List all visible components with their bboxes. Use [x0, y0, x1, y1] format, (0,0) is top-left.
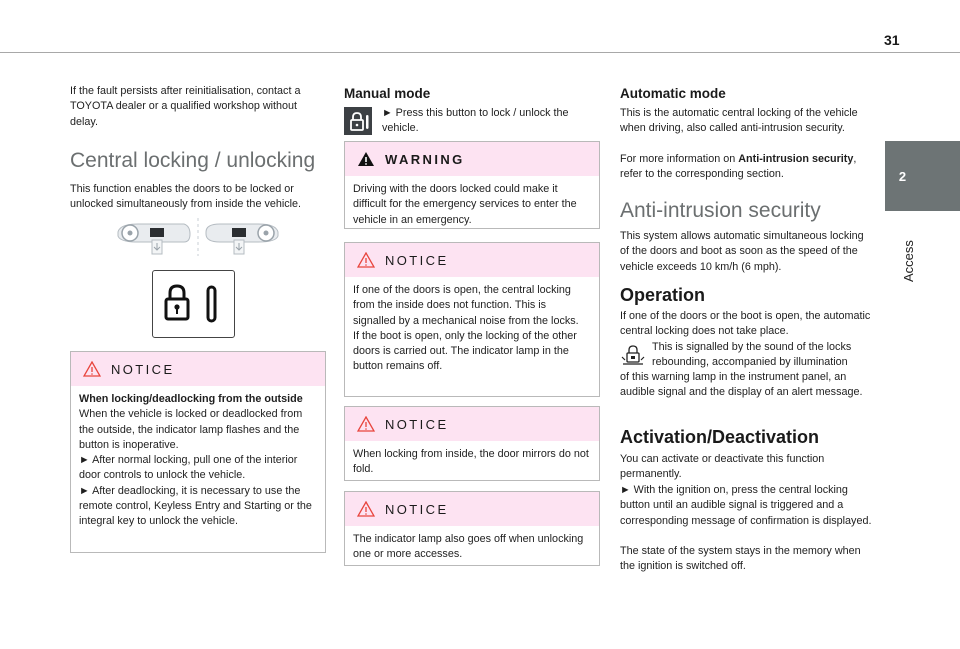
- operation-paragraph-2c: of this warning lamp in the instrument panel, an audible signal and the display of an alert message.: [620, 371, 863, 399]
- operation-paragraph-2b: rebounding, accompanied by illumination: [652, 356, 848, 368]
- lock-small-icon: [344, 107, 372, 135]
- notice-label-3: NOTICE: [385, 416, 449, 432]
- chapter-label: [901, 222, 915, 282]
- automatic-reference-pre: For more information on: [620, 153, 739, 165]
- notice-box-3: [344, 406, 600, 481]
- manual-mode-title: Manual mode: [344, 86, 431, 101]
- warning-triangle-icon: [357, 252, 375, 268]
- warning-triangle-icon: [357, 501, 375, 517]
- page-number: 31: [884, 32, 900, 48]
- notice-header-3: [345, 407, 599, 441]
- automatic-reference: [620, 152, 872, 183]
- section-description: This function enables the doors to be locked or unlocked simultaneously from inside the vehicle.: [70, 183, 302, 211]
- chapter-label-text: Access: [901, 240, 916, 282]
- dashboard-lock-icon: [116, 212, 280, 258]
- notice-label-1: NOTICE: [111, 361, 175, 377]
- activation-title: Activation/Deactivation: [620, 427, 820, 447]
- intro-paragraph: If the fault persists after reinitialisation, contact a TOYOTA dealer or a qualified workshop without delay.: [70, 85, 301, 128]
- header-rule: [0, 52, 960, 53]
- notice-paragraph-3: ► After deadlocking, it is necessary to use the remote control, Keyless Entry and Starting or the integral key to unlock the vehicle.: [79, 484, 312, 528]
- anti-intrusion-title: Anti-intrusion security: [620, 199, 821, 222]
- warning-header: [345, 142, 599, 176]
- notice-body-4: [345, 526, 599, 571]
- notice-body-3: [345, 441, 599, 486]
- chapter-number: 2: [898, 168, 907, 184]
- notice2-paragraph-2: If the boot is open, only the locking of the other doors is carried out. The indicator lamp in the button remains off.: [353, 329, 577, 373]
- automatic-reference-post: , refer to the corresponding section.: [620, 153, 857, 181]
- notice-label-2: NOTICE: [385, 252, 449, 268]
- notice-box-2: [344, 242, 600, 397]
- notice-label-4: NOTICE: [385, 501, 449, 517]
- notice-paragraph-1: When the vehicle is locked or deadlocked from the outside, the indicator lamp flashes and the button is inoperative.: [79, 408, 303, 451]
- automatic-reference-link[interactable]: Anti-intrusion security: [738, 153, 854, 165]
- operation-paragraph-2a: This is signalled by the sound of the locks: [652, 341, 852, 353]
- warning-label: WARNING: [385, 151, 465, 167]
- automatic-paragraph: This is the automatic central locking of the vehicle when driving, also called anti-intrusion security.: [620, 107, 858, 135]
- notice-header-1: [71, 352, 325, 386]
- activation-paragraph-1: You can activate or deactivate this function permanently.: [620, 453, 825, 481]
- notice-header-2: [345, 243, 599, 277]
- notice4-text: The indicator lamp also goes off when unlocking one or more accesses.: [353, 533, 584, 561]
- lock-button-icon: [152, 270, 235, 338]
- notice2-paragraph-1: If one of the doors is open, the central locking from the inside does not function. This is signalled by a mechanical noise from the locks.: [353, 284, 579, 327]
- warning-box: [344, 141, 600, 229]
- warning-body: [345, 176, 599, 236]
- notice-header-4: [345, 492, 599, 526]
- manual-instruction: ► Press this button to lock / unlock the vehicle.: [382, 107, 569, 135]
- operation-title: Operation: [620, 285, 706, 305]
- activation-paragraph-2: ► With the ignition on, press the central locking button until an audible signal is triggered and a corresponding message of confirmation is displayed.: [620, 484, 872, 527]
- activation-paragraph-3: The state of the system stays in the memory when the ignition is switched off.: [620, 545, 861, 573]
- notice-body-2: [345, 277, 599, 383]
- car-lock-warning-icon: [620, 343, 646, 369]
- warning-triangle-icon: [357, 416, 375, 432]
- warning-triangle-filled-icon: [357, 151, 375, 167]
- warning-triangle-icon: [83, 361, 101, 377]
- notice-paragraph-2: ► After normal locking, pull one of the interior door controls to unlock the vehicle.: [79, 454, 298, 482]
- notice3-text: When locking from inside, the door mirrors do not fold.: [353, 448, 589, 476]
- notice-box-4: [344, 491, 600, 566]
- notice-box-1: [70, 351, 326, 553]
- automatic-mode-title: Automatic mode: [620, 86, 726, 101]
- anti-intrusion-paragraph: This system allows automatic simultaneous locking of the doors and boot as soon as the speed of the vehicle exceeds 10 km/h (6 mph).: [620, 230, 864, 273]
- warning-text: Driving with the doors locked could make it difficult for the emergency services to enter the vehicle in an emergency.: [353, 183, 577, 226]
- operation-paragraph-1: If one of the doors or the boot is open, the automatic central locking does not take place.: [620, 310, 871, 338]
- notice-body-1: [71, 386, 325, 538]
- section-title: Central locking / unlocking: [70, 149, 316, 172]
- notice-bold-heading: When locking/deadlocking from the outside: [79, 393, 303, 405]
